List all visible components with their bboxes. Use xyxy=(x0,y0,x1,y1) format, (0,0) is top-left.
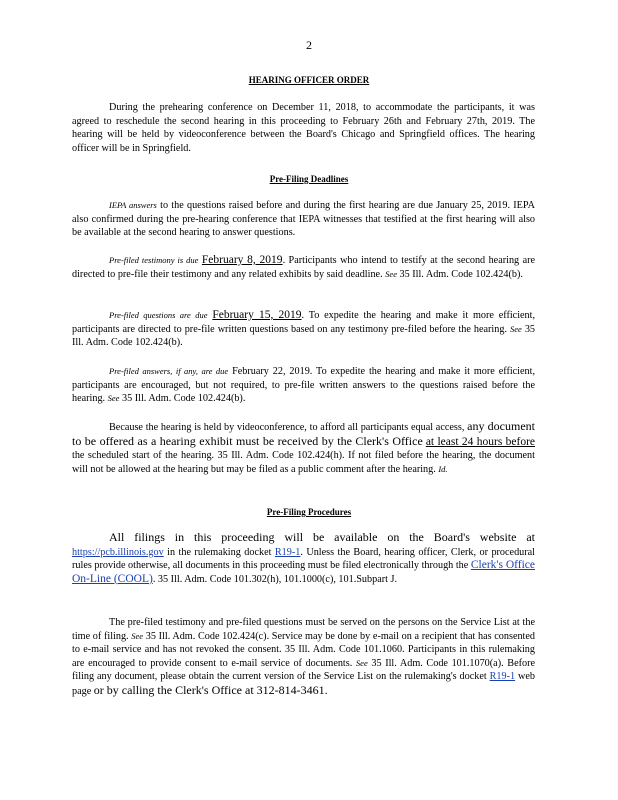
paragraph-exhibits: Because the hearing is held by videoconference, to afford all participants equal access, any document to be offered as a hearing exhibit must be received by the Clerk's Office at least 24 hours before the scheduled start of the hearing. 35 Ill. Adm. Code 102.424(h). If not filed before the hearing, the document will not be allowed at the hearing but may be filed as a public comment after the hearing. Id. xyxy=(72,419,536,475)
paragraph-prefiled-testimony: Pre-filed testimony is due February 8, 2019. Participants who intend to testify at the second hearing are directed to pre-file their testimony and any related exhibits by said deadline. See 35 Ill. Adm. Code 102.424(b). xyxy=(72,254,535,280)
cool-link[interactable]: Clerk's Office On-Line (COOL) xyxy=(72,559,535,585)
paragraph-filings: All filings in this proceeding will be available on the Board's website at https://pcb.illinois.gov in the rulemaking docket R19-1. Unless the Board, hearing officer, Clerk, or procedural rules provide otherwise, all documents in this proceeding must be filed electronically through the Clerk's Office On-Line (COOL). 35 Ill. Adm. Code 101.302(h), 101.1000(c), 101.Subpart J. xyxy=(72,530,536,585)
board-website-link[interactable]: https://pcb.illinois.gov xyxy=(72,546,164,558)
questions-deadline: February 15, 2019 xyxy=(212,309,302,321)
section-heading-deadlines: Pre-Filing Deadlines xyxy=(269,174,349,184)
exhibit-deadline: at least 24 hours before xyxy=(425,435,536,448)
testimony-deadline: February 8, 2019 xyxy=(201,254,283,266)
paragraph-iepa-answers: IEPA answers to the questions raised before and during the first hearing are due January 25, 2019. IEPA also confirmed during the pre-hearing conference that IEPA witnesses that testified at the first hearing will also be available at the second hearing to answer questions. xyxy=(72,200,535,239)
section-heading-order: HEARING OFFICER ORDER xyxy=(248,75,370,85)
paragraph-prefiled-answers: Pre-filed answers, if any, are due February 22, 2019. To expedite the hearing and make it more efficient, participants are encouraged, but not required, to pre-file written answers to the questions raised before the hearing. See 35 Ill. Adm. Code 102.424(b). xyxy=(72,366,536,405)
paragraph-prefiled-questions: Pre-filed questions are due February 15, 2019. To expedite the hearing and make it more efficient, participants are directed to pre-file written questions based on any testimony pre-filed before the hearing. See 35 Ill. Adm. Code 102.424(b). xyxy=(72,309,536,349)
page-number: 2 xyxy=(306,38,312,52)
paragraph-reschedule: During the prehearing conference on December 11, 2018, to accommodate the participants, it was agreed to reschedule the second hearing in this proceeding to February 26th and February 27th, 2019. The hearing will be held by videoconference between the Board's Chicago and Springfield offices. The hearing officer will be in Springfield. xyxy=(72,102,535,154)
section-heading-procedures: Pre-Filing Procedures xyxy=(266,507,352,517)
paragraph-service: The pre-filed testimony and pre-filed questions must be served on the persons on the Service List at the time of filing. See 35 Ill. Adm. Code 102.424(c). Service may be done by e-mail on a recipient that has consented to e-mail service and has not revoked the consent. 35 Ill. Adm. Code 101.1060. Participants in this rulemaking are encouraged to provide consent to e-mail service of documents. See 35 Ill. Adm. Code 101.1070(a). Before filing any document, please obtain the current version of the Service List on the rulemaking's docket R19-1 web page or by calling the Clerk's Office at 312-814-3461. xyxy=(72,617,536,697)
service-list-docket-link[interactable]: R19-1 xyxy=(489,671,516,683)
docket-link[interactable]: R19-1 xyxy=(274,546,301,558)
